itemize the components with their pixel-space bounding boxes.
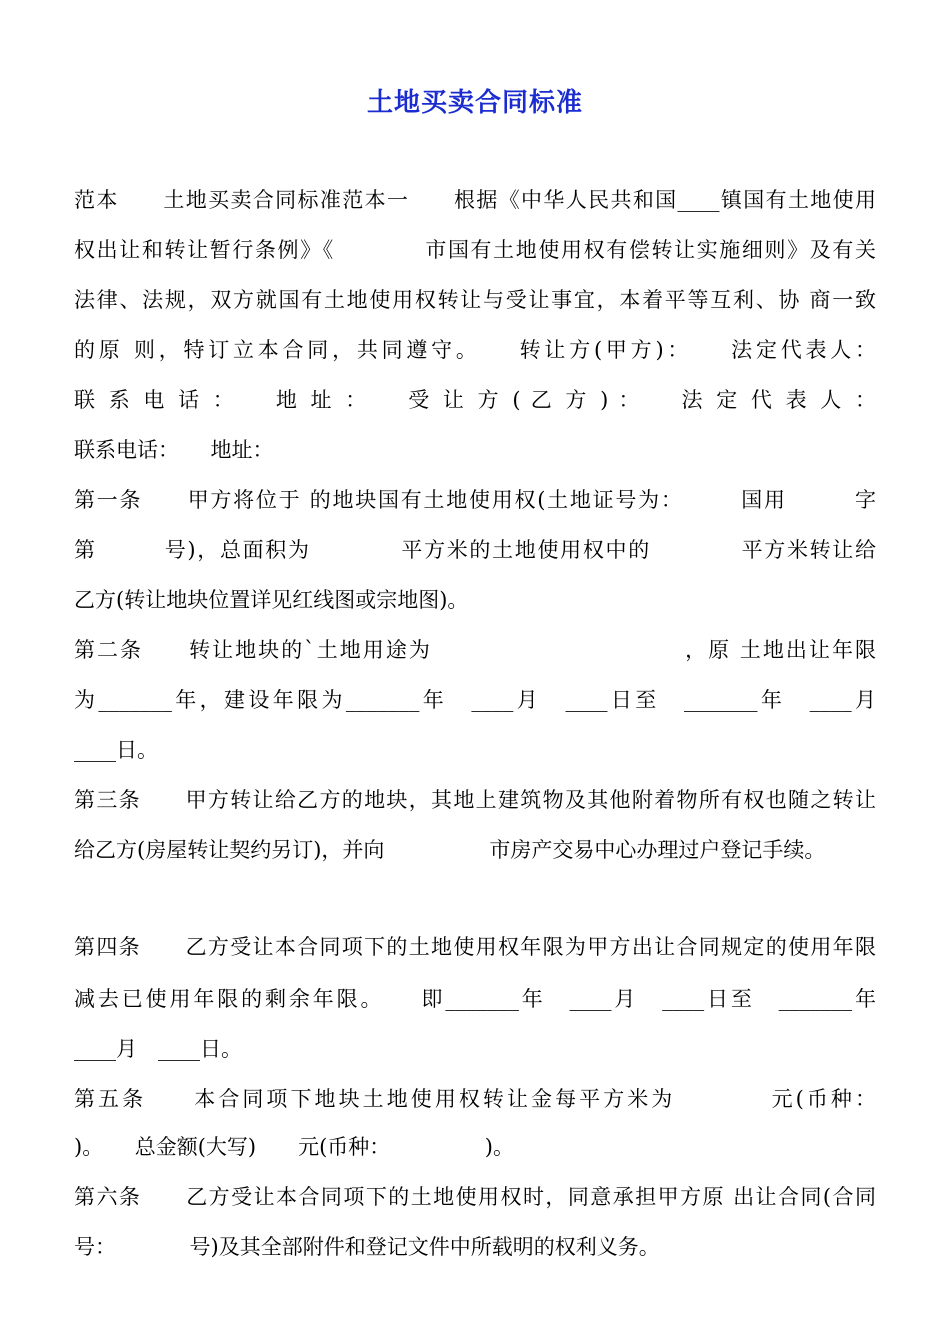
article-5-line: 第五条 本合同项下地块土地使用权转让金每平方米为 元(币种： xyxy=(74,1087,876,1111)
article-2-line: 为_______年，建设年限为_______年 ____月 ____日至 _______年 ____月 xyxy=(74,688,876,712)
article-1-line: 第一条 甲方将位于 的地块国有土地使用权(土地证号为： 国用 字 xyxy=(74,488,876,512)
body-line: 联系电话： 地址： xyxy=(74,438,274,462)
document-title: 土地买卖合同标准 xyxy=(366,88,583,118)
article-2-line: 第二条 转让地块的`土地用途为 ，原 土地出让年限 xyxy=(74,638,876,662)
article-1-line: 第 号)，总面积为 平方米的土地使用权中的 平方米转让给 xyxy=(74,538,876,562)
article-4-line: ____月 ____日。 xyxy=(74,1037,242,1061)
article-1-line: 乙方(转让地块位置详见红线图或宗地图)。 xyxy=(74,588,469,612)
article-5-line: )。 总金额(大写) 元(币种： )。 xyxy=(74,1135,514,1159)
body-line: 权出让和转让暂行条例》《 市国有土地使用权有偿转让实施细则》及有关 xyxy=(74,238,876,262)
article-3-line: 第三条 甲方转让给乙方的地块，其地上建筑物及其他附着物所有权也随之转让 xyxy=(74,788,876,812)
article-6-line: 号： 号)及其全部附件和登记文件中所载明的权利义务。 xyxy=(74,1235,660,1259)
body-line: 法律、法规，双方就国有土地使用权转让与受让事宜，本着平等互利、协 商一致 xyxy=(74,288,876,312)
article-4-line: 减去已使用年限的剩余年限。 即_______年 ____月 ____日至 _______年 xyxy=(74,987,876,1011)
article-6-line: 第六条 乙方受让本合同项下的土地使用权时，同意承担甲方原 出让合同(合同 xyxy=(74,1185,876,1209)
body-line: 范本 土地买卖合同标准范本一 根据《中华人民共和国____镇国有土地使用 xyxy=(74,188,876,212)
article-2-line: ____日。 xyxy=(74,738,158,762)
body-line: 联 系 电 话 ： 地 址 ： 受 让 方 ( 乙 方 ) ： 法 定 代 表 人 ： xyxy=(74,388,876,412)
article-4-line: 第四条 乙方受让本合同项下的土地使用权年限为甲方出让合同规定的使用年限 xyxy=(74,935,876,959)
article-3-line: 给乙方(房屋转让契约另订)，并向 市房产交易中心办理过户登记手续。 xyxy=(74,838,826,862)
body-line: 的原 则，特订立本合同，共同遵守。 转让方(甲方)： 法定代表人： xyxy=(74,338,876,362)
